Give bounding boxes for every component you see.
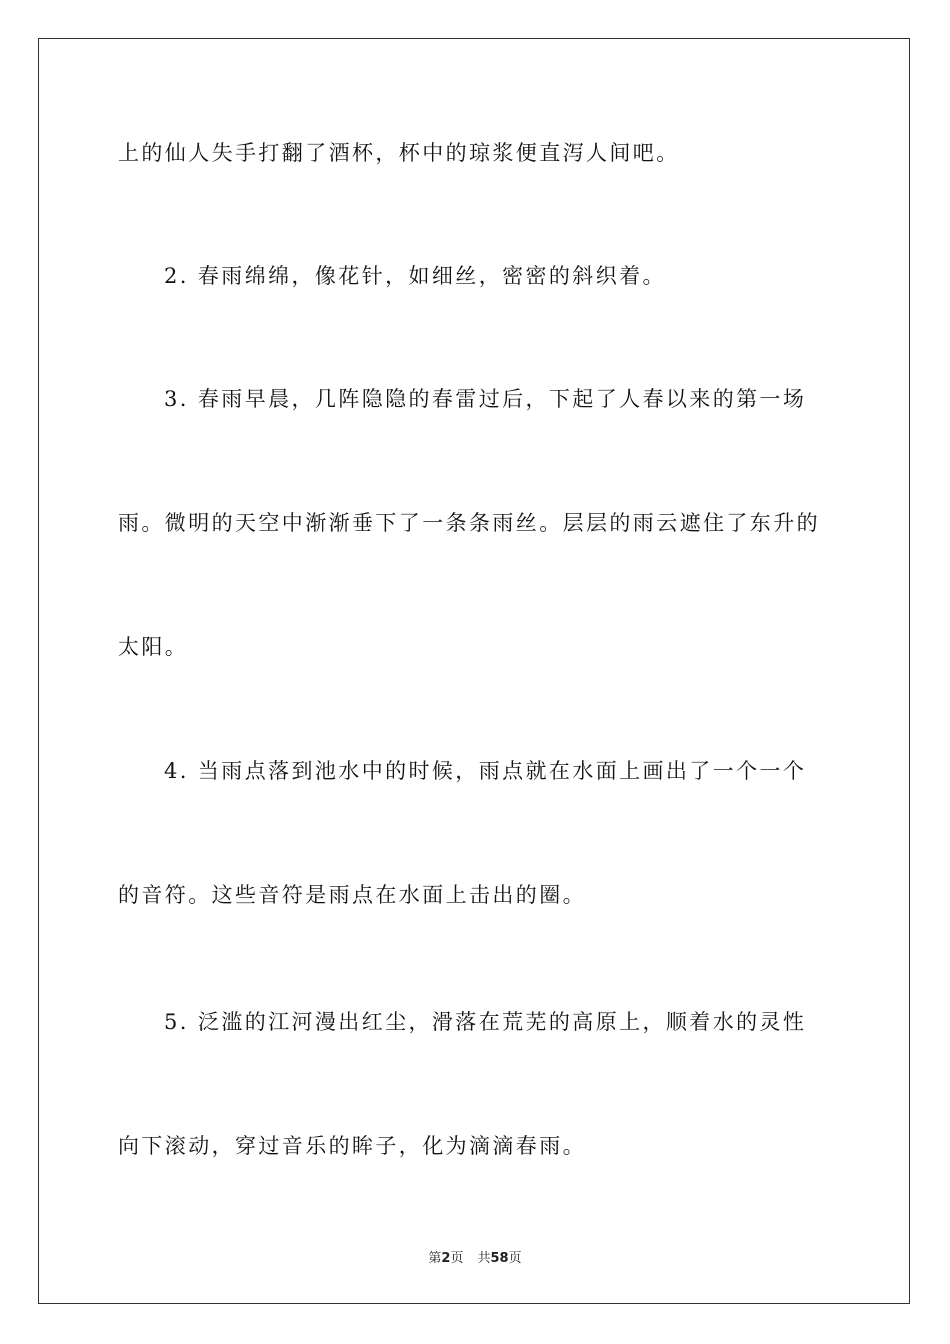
text-line-7: 的音符。这些音符是雨点在水面上击出的圈。 xyxy=(118,883,586,907)
text-line-5: 太阳。 xyxy=(118,635,189,659)
footer-total-prefix: 共 xyxy=(477,1251,491,1266)
text-line-1: 上的仙人失手打翻了酒杯，杯中的琼浆便直泻人间吧。 xyxy=(118,141,680,165)
text-line-2: 2. 春雨绵绵，像花针，如细丝，密密的斜织着。 xyxy=(164,264,666,288)
text-line-6: 4. 当雨点落到池水中的时候，雨点就在水面上画出了一个一个 xyxy=(164,759,807,783)
footer-page-prefix: 第 xyxy=(428,1251,442,1266)
text-line-9: 向下滚动，穿过音乐的眸子，化为滴滴春雨。 xyxy=(118,1134,586,1158)
page-footer xyxy=(0,1247,950,1266)
text-line-8: 5. 泛滥的江河漫出红尘，滑落在荒芜的高原上，顺着水的灵性 xyxy=(164,1010,807,1034)
footer-total-suffix: 页 xyxy=(508,1251,522,1266)
text-line-3: 3. 春雨早晨，几阵隐隐的春雷过后，下起了人春以来的第一场 xyxy=(164,387,807,411)
page-border xyxy=(38,38,910,1304)
footer-page-suffix: 页 xyxy=(450,1251,464,1266)
text-line-4: 雨。微明的天空中渐渐垂下了一条条雨丝。层层的雨云遮住了东升的 xyxy=(118,511,820,535)
footer-page-number: 2 xyxy=(441,1251,451,1266)
footer-total-pages: 58 xyxy=(490,1251,509,1266)
